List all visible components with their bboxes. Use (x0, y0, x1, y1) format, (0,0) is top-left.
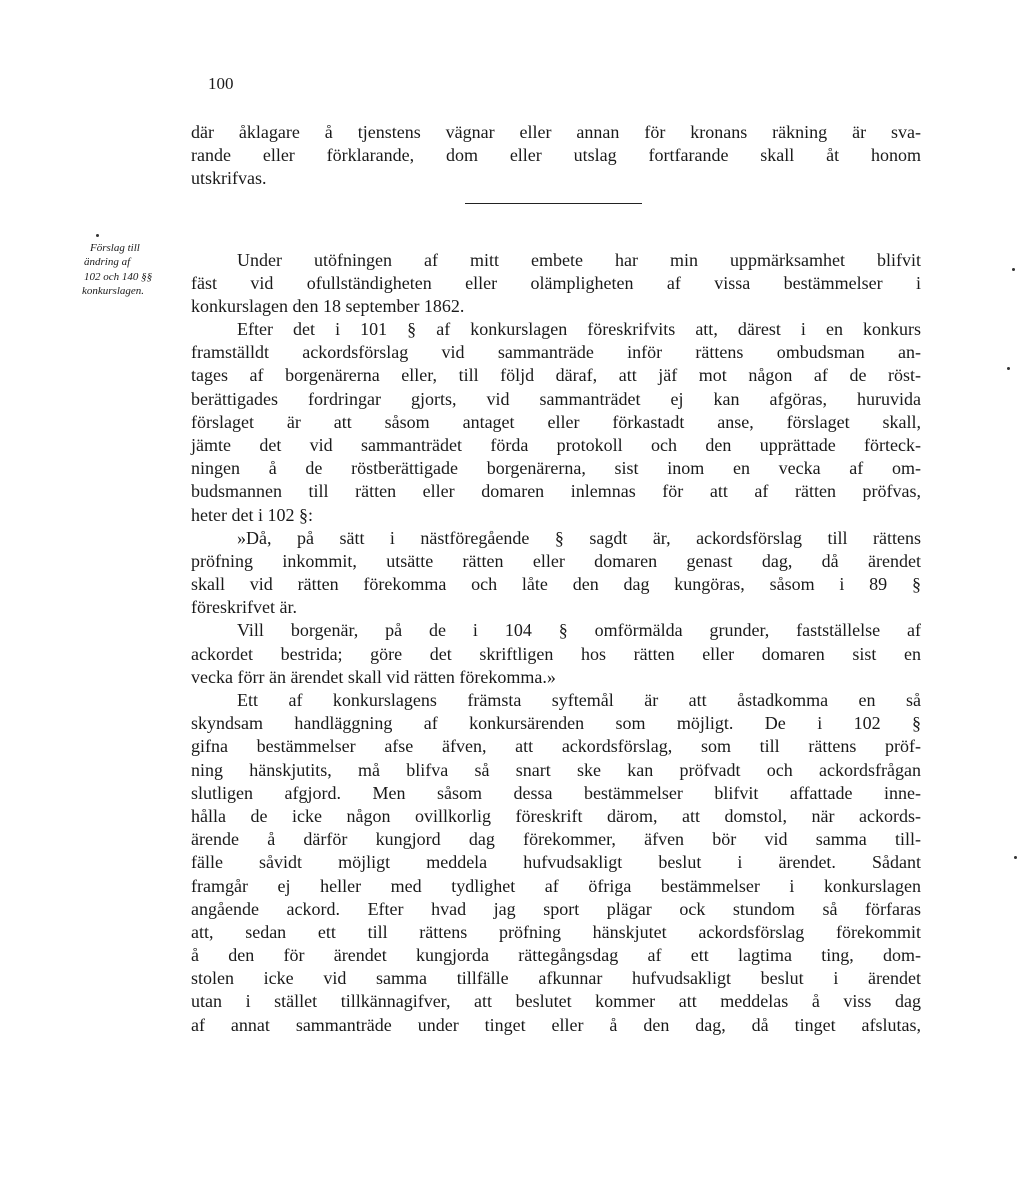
text-line: föreskrifvet är. (191, 597, 297, 618)
text-line: förslaget är att såsom antaget eller förkastadt anse, förslaget skall, (191, 411, 921, 432)
text-line: ning hänskjutits, må blifva så snart ske kan pröfvadt och ackordsfrågan (191, 759, 921, 780)
text-line: slutligen afgjord. Men såsom dessa bestämmelser blifvit affattade inne- (191, 782, 921, 803)
text-line: Vill borgenär, på de i 104 § omförmälda grunder, fastställelse af (237, 620, 921, 641)
text-line: »Då, på sätt i nästföregående § sagdt är, ackordsförslag till rättens (237, 527, 921, 548)
page-number: 100 (208, 74, 234, 93)
text-line: utan i stället tillkännagifver, att beslutet kommer att meddelas å viss dag (191, 991, 921, 1012)
text-line: framgår ej heller med tydlighet af öfriga bestämmelser i konkurslagen (191, 875, 921, 896)
text-line: Ett af konkurslagens främsta syftemål är att åstadkomma en så (237, 690, 921, 710)
text-line: där åklagare å tjenstens vägnar eller annan för kronans räkning är sva- (191, 122, 921, 142)
text-line: stolen icke vid samma tillfälle afkunnar hufvudsakligt beslut i ärendet (191, 968, 921, 989)
text-line: heter det i 102 §: (191, 504, 313, 525)
text-line: budsmannen till rätten eller domaren inlemnas för att af rätten pröfvas, (191, 481, 921, 502)
text-line: Efter det i 101 § af konkurslagen föreskrifvits att, därest i en konkurs (237, 319, 921, 339)
text-line: berättigades fordringar gjorts, vid sammanträdet ej kan afgöras, huruvida (191, 388, 921, 409)
text-line: vecka förr än ärendet skall vid rätten förekomma.» (191, 666, 556, 687)
margin-note-line: Förslag till (90, 242, 140, 254)
text-line: fäst vid ofullständigheten eller olämpligheten af vissa bestämmelser i (191, 273, 921, 294)
margin-note (82, 241, 192, 299)
text-line: jämte det vid sammanträdet förda protokoll och den upprättade förteck- (191, 434, 921, 455)
text-line: ackordet bestrida; göre det skriftligen hos rätten eller domaren sist en (191, 643, 921, 664)
text-line: skall vid rätten förekomma och låte den dag kungöras, såsom i 89 § (191, 574, 921, 595)
margin-note-line: konkurslagen. (82, 285, 145, 298)
text-line: ningen å de röstberättigade borgenärerna, sist inom en vecka af om- (191, 458, 921, 479)
text-line: rande eller förklarande, dom eller utslag fortfarande skall åt honom (191, 145, 921, 166)
text-line: utskrifvas. (191, 168, 267, 189)
text-line: Under utöfningen af mitt embete har min uppmärksamhet blifvit (237, 250, 921, 270)
margin-note-line: ändring af (84, 256, 131, 269)
text-line: hålla de icke någon ovillkorlig föreskrift därom, att domstol, när ackords- (191, 805, 921, 826)
text-line: å den för ärendet kungjorda rättegångsdag af ett lagtima ting, dom- (191, 945, 921, 966)
main-body-text (191, 318, 921, 1037)
intro-paragraph (191, 121, 921, 191)
text-line: att, sedan ett till rättens pröfning hänskjutet ackordsförslag förekommit (191, 921, 921, 942)
text-line: gifna bestämmelser afse äfven, att ackordsförslag, som till rättens pröf- (191, 736, 921, 757)
text-line: af annat sammanträde under tinget eller å den dag, då tinget afslutas, (191, 1014, 921, 1035)
text-line: pröfning inkommit, utsätte rätten eller domaren genast dag, då ärendet (191, 550, 921, 571)
text-line: angående ackord. Efter hvad jag sport plägar ock stundom så förfaras (191, 898, 921, 919)
text-line: konkurslagen den 18 september 1862. (191, 296, 465, 317)
section-divider (465, 203, 642, 204)
margin-note-line: 102 och 140 §§ (84, 270, 153, 283)
text-line: framställdt ackordsförslag vid sammanträde inför rättens ombudsman an- (191, 342, 921, 363)
scan-speck (1014, 856, 1017, 859)
section-opening-paragraph (191, 249, 921, 319)
text-line: skyndsam handläggning af konkursärenden som möjligt. De i 102 § (191, 713, 921, 734)
text-line: ärende å därför kungjord dag förekommer, äfven bör vid samma till- (191, 829, 921, 850)
text-line: fälle såvidt möjligt meddela hufvudsakligt beslut i ärendet. Sådant (191, 852, 921, 873)
scan-speck (1012, 268, 1015, 271)
scan-speck (1007, 367, 1010, 370)
scan-speck (96, 234, 99, 237)
text-line: tages af borgenärerna eller, till följd däraf, att jäf mot någon af de röst- (191, 365, 921, 386)
